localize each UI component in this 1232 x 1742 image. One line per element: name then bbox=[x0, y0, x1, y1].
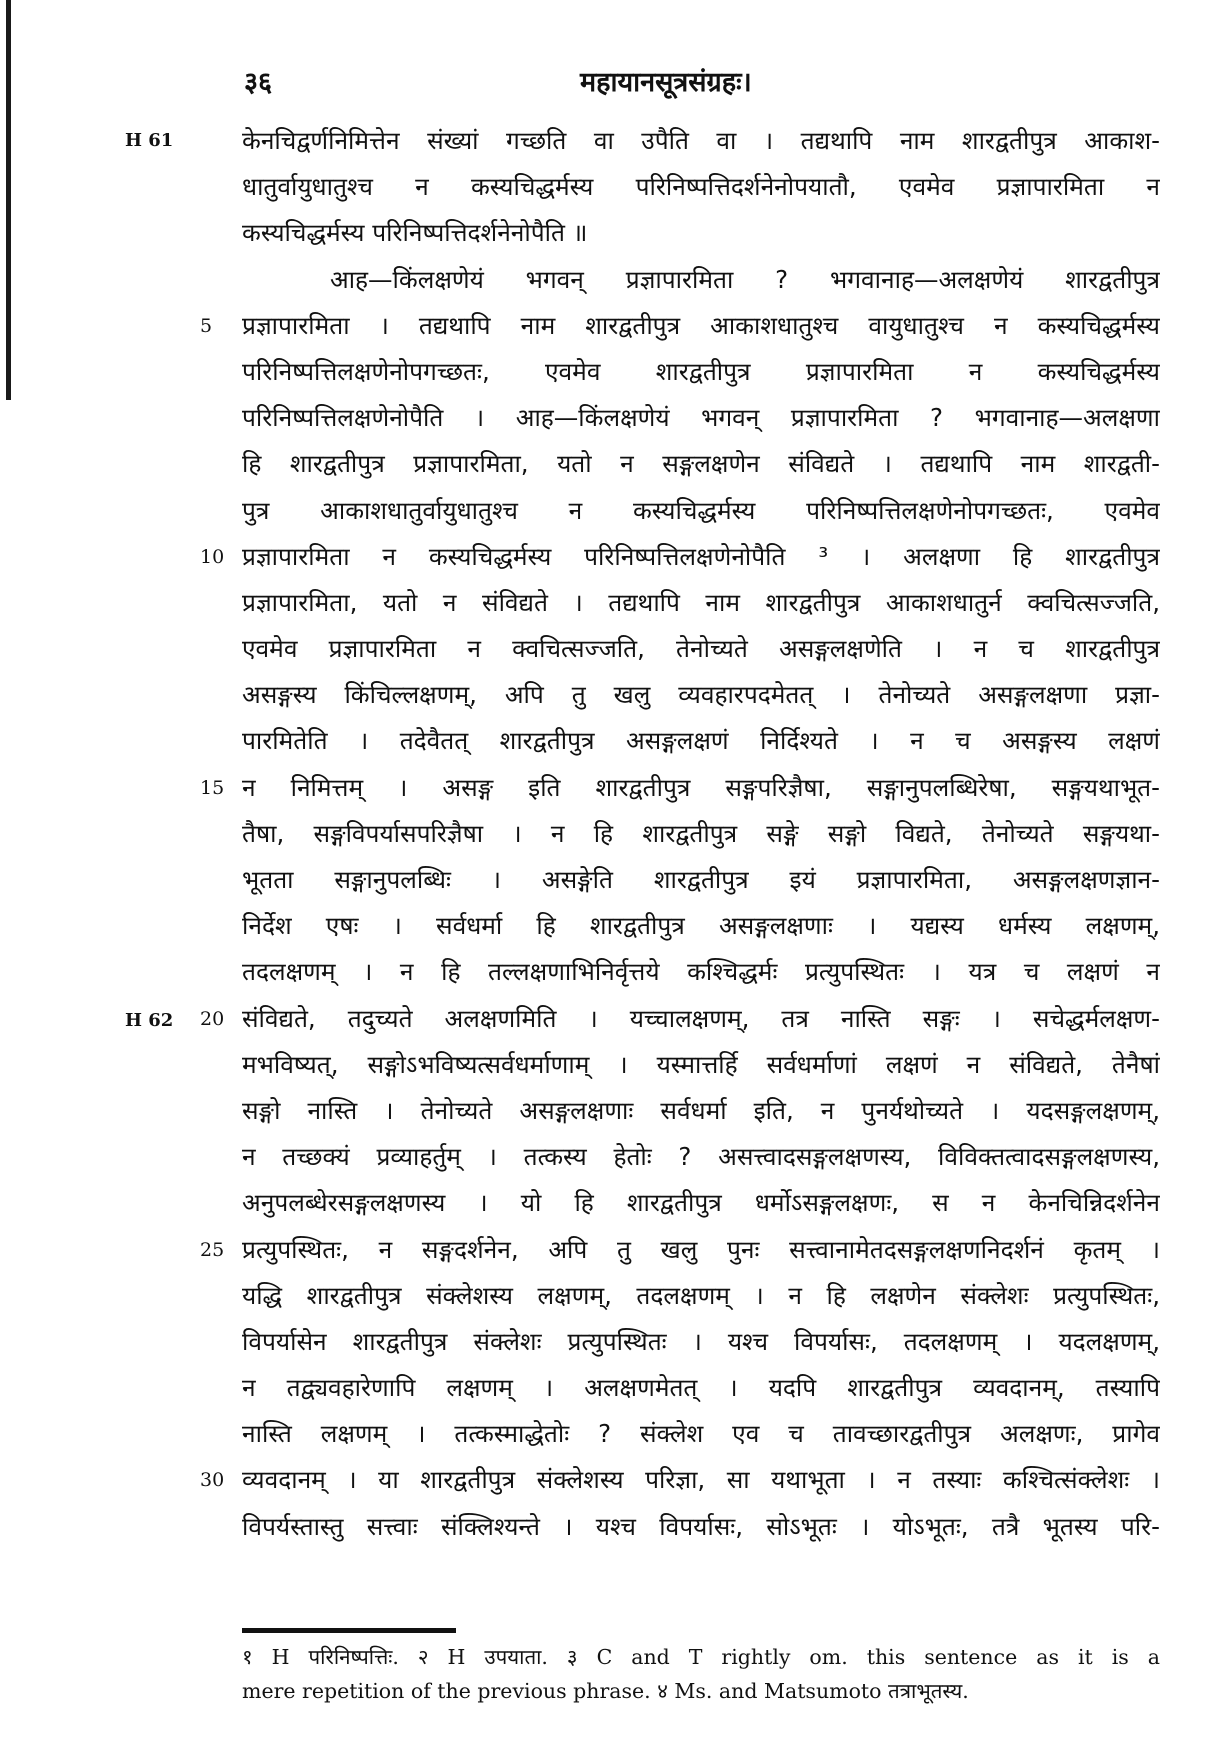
line-text: कस्यचिद्धर्मस्य परिनिष्पत्तिदर्शनेनोपैति ॥ bbox=[242, 218, 588, 248]
line-text: अनुपलब्धेरसङ्गलक्षणस्य । यो हि शारद्वतीपुत्र धर्मोऽसङ्गलक्षणः, स न केनचिन्निदर्शनेन bbox=[242, 1188, 1160, 1218]
line-text: एवमेव प्रज्ञापारमिता न क्वचित्सज्जति, तेनोच्यते असङ्गलक्षणेति । न च शारद्वतीपुत्र bbox=[242, 634, 1160, 664]
line-text: न निमित्तम् । असङ्ग इति शारद्वतीपुत्र सङ्गपरिज्ञैषा, सङ्गानुपलब्धिरेषा, सङ्गयथाभूत- bbox=[242, 772, 1160, 802]
line-text: पारमितेति । तदेवैतत् शारद्वतीपुत्र असङ्गलक्षणं निर्दिश्यते । न च असङ्गस्य लक्षणं bbox=[242, 726, 1160, 756]
text-line bbox=[200, 811, 1160, 857]
text-line bbox=[200, 395, 1160, 441]
page-binding-edge bbox=[6, 0, 11, 400]
line-number: 20 bbox=[200, 1007, 225, 1030]
text-line bbox=[200, 210, 1160, 256]
footnote-line: mere repetition of the previous phrase. ४ Ms. and Matsumoto तत्राभूतस्य. bbox=[242, 1679, 969, 1703]
line-text: व्यवदानम् । या शारद्वतीपुत्र संक्लेशस्य परिज्ञा, सा यथाभूता । न तस्याः कश्चित्संक्लेशः । bbox=[242, 1465, 1160, 1495]
text-line bbox=[200, 857, 1160, 903]
line-text: केनचिद्वर्णनिमित्तेन संख्यां गच्छति वा उपैति वा । तद्यथापि नाम शारद्वतीपुत्र आकाश- bbox=[242, 126, 1160, 155]
page-header bbox=[0, 62, 1232, 102]
running-title: महायानसूत्रसंग्रहः। bbox=[580, 67, 752, 98]
line-text: यद्धि शारद्वतीपुत्र संक्लेशस्य लक्षणम्, तदलक्षणम् । न हि लक्षणेन संक्लेशः प्रत्युपस्थितः, bbox=[242, 1280, 1160, 1310]
text-line bbox=[200, 996, 1160, 1042]
page-number: ३६ bbox=[244, 67, 273, 98]
body-text bbox=[200, 118, 1160, 1550]
line-text: हि शारद्वतीपुत्र प्रज्ञापारमिता, यतो न सङ्गलक्षणेन संविद्यते । तद्यथापि नाम शारद्वती- bbox=[242, 449, 1160, 479]
line-text: प्रत्युपस्थितः, न सङ्गदर्शनेन, अपि तु खलु पुनः सत्त्वानामेतदसङ्गलक्षणनिदर्शनं कृतम् । bbox=[242, 1234, 1160, 1264]
text-line bbox=[200, 1273, 1160, 1319]
text-line bbox=[200, 118, 1160, 164]
text-line bbox=[200, 303, 1160, 349]
line-text: न तच्छक्यं प्रव्याहर्तुम् । तत्कस्य हेतोः ? असत्त्वादसङ्गलक्षणस्य, विविक्तत्वादसङ्गलक्षणस्य, bbox=[242, 1142, 1160, 1172]
line-number: 25 bbox=[200, 1238, 225, 1261]
line-text: धातुर्वायुधातुश्च न कस्यचिद्धर्मस्य परिनिष्पत्तिदर्शनेनोपयातौ, एवमेव प्रज्ञापारमिता न bbox=[242, 172, 1160, 202]
line-text: परिनिष्पत्तिलक्षणेनोपगच्छतः, एवमेव शारद्वतीपुत्र प्रज्ञापारमिता न कस्यचिद्धर्मस्य bbox=[242, 356, 1160, 386]
line-text: असङ्गस्य किंचिल्लक्षणम्, अपि तु खलु व्यवहारपदमेतत् । तेनोच्यते असङ्गलक्षणा प्रज्ञा- bbox=[242, 680, 1160, 710]
text-line bbox=[200, 672, 1160, 718]
line-text: संविद्यते, तदुच्यते अलक्षणमिति । यच्चालक्षणम्, तत्र नास्ति सङ्गः । सचेद्धर्मलक्षण- bbox=[242, 1003, 1160, 1033]
line-text: प्रज्ञापारमिता । तद्यथापि नाम शारद्वतीपुत्र आकाशधातुश्च वायुधातुश्च न कस्यचिद्धर्मस्य bbox=[242, 310, 1160, 340]
text-line bbox=[200, 718, 1160, 764]
line-text: तदलक्षणम् । न हि तल्लक्षणाभिनिर्वृत्तये कश्चिद्धर्मः प्रत्युपस्थितः । यत्र च लक्षणं न bbox=[242, 957, 1160, 987]
line-text: प्रज्ञापारमिता, यतो न संविद्यते । तद्यथापि नाम शारद्वतीपुत्र आकाशधातुर्न क्वचित्सज्जति, bbox=[242, 587, 1160, 617]
line-text: भूतता सङ्गानुपलब्धिः । असङ्गेति शारद्वतीपुत्र इयं प्रज्ञापारमिता, असङ्गलक्षणज्ञान- bbox=[242, 865, 1160, 894]
line-number: 15 bbox=[200, 776, 225, 799]
text-line bbox=[200, 1319, 1160, 1365]
line-text: प्रज्ञापारमिता न कस्यचिद्धर्मस्य परिनिष्पत्तिलक्षणेनोपैति ³ । अलक्षणा हि शारद्वतीपुत्र bbox=[242, 541, 1160, 571]
line-text: विपर्यासेन शारद्वतीपुत्र संक्लेशः प्रत्युपस्थितः । यश्च विपर्यासः, तदलक्षणम् । यदलक्षणम्, bbox=[242, 1326, 1160, 1356]
line-text: मभविष्यत्, सङ्गोऽभविष्यत्सर्वधर्माणाम् । यस्मात्तर्हि सर्वधर्माणां लक्षणं न संविद्यते, तेनैषां bbox=[242, 1049, 1160, 1079]
text-line bbox=[200, 1088, 1160, 1134]
text-line bbox=[200, 580, 1160, 626]
line-number: 5 bbox=[200, 314, 213, 337]
line-text: निर्देश एषः । सर्वधर्मा हि शारद्वतीपुत्र असङ्गलक्षणाः । यद्यस्य धर्मस्य लक्षणम्, bbox=[242, 911, 1160, 941]
line-text: विपर्यस्तास्तु सत्त्वाः संक्लिश्यन्ते । यश्च विपर्यासः, सोऽभूतः । योऽभूतः, तत्रै भूतस्य परि- bbox=[242, 1511, 1160, 1541]
line-text: पुत्र आकाशधातुर्वायुधातुश्च न कस्यचिद्धर्मस्य परिनिष्पत्तिलक्षणेनोपगच्छतः, एवमेव bbox=[242, 495, 1160, 525]
text-line bbox=[200, 1504, 1160, 1550]
text-line bbox=[200, 626, 1160, 672]
text-line bbox=[200, 1457, 1160, 1503]
footnote-rule bbox=[242, 1628, 456, 1633]
text-line bbox=[200, 164, 1160, 210]
margin-reference: H 62 bbox=[125, 1010, 174, 1031]
margin-reference: H 61 bbox=[125, 130, 174, 151]
text-line bbox=[200, 1365, 1160, 1411]
text-line bbox=[200, 765, 1160, 811]
text-line bbox=[200, 257, 1160, 303]
text-line bbox=[200, 534, 1160, 580]
line-number: 10 bbox=[200, 545, 225, 568]
text-line bbox=[200, 1042, 1160, 1088]
text-line bbox=[200, 949, 1160, 995]
footnote-line: १ H परिनिष्पत्तिः. २ H उपयाता. ३ C and T rightly om. this sentence as it is a bbox=[242, 1645, 1160, 1669]
text-line bbox=[200, 1134, 1160, 1180]
line-text: तैषा, सङ्गविपर्यासपरिज्ञैषा । न हि शारद्वतीपुत्र सङ्गे सङ्गो विद्यते, तेनोच्यते सङ्गयथा- bbox=[242, 818, 1160, 848]
line-text: आह—किंलक्षणेयं भगवन् प्रज्ञापारमिता ? भगवानाह—अलक्षणेयं शारद्वतीपुत्र bbox=[330, 264, 1160, 294]
footnotes bbox=[242, 1640, 1160, 1708]
text-line bbox=[200, 1411, 1160, 1457]
line-text: नास्ति लक्षणम् । तत्कस्माद्धेतोः ? संक्लेश एव च तावच्छारद्वतीपुत्र अलक्षणः, प्रागेव bbox=[242, 1419, 1160, 1449]
line-text: न तद्व्यवहारेणापि लक्षणम् । अलक्षणमेतत् । यदपि शारद्वतीपुत्र व्यवदानम्, तस्यापि bbox=[242, 1373, 1160, 1403]
text-line bbox=[200, 441, 1160, 487]
text-line bbox=[200, 1180, 1160, 1226]
line-text: सङ्गो नास्ति । तेनोच्यते असङ्गलक्षणाः सर्वधर्मा इति, न पुनर्यथोच्यते । यदसङ्गलक्षणम्, bbox=[242, 1095, 1160, 1125]
line-text: परिनिष्पत्तिलक्षणेनोपैति । आह—किंलक्षणेयं भगवन् प्रज्ञापारमिता ? भगवानाह—अलक्षणा bbox=[242, 403, 1160, 433]
line-number: 30 bbox=[200, 1469, 225, 1492]
text-line bbox=[200, 1227, 1160, 1273]
text-line bbox=[200, 488, 1160, 534]
text-line bbox=[200, 903, 1160, 949]
text-line bbox=[200, 349, 1160, 395]
